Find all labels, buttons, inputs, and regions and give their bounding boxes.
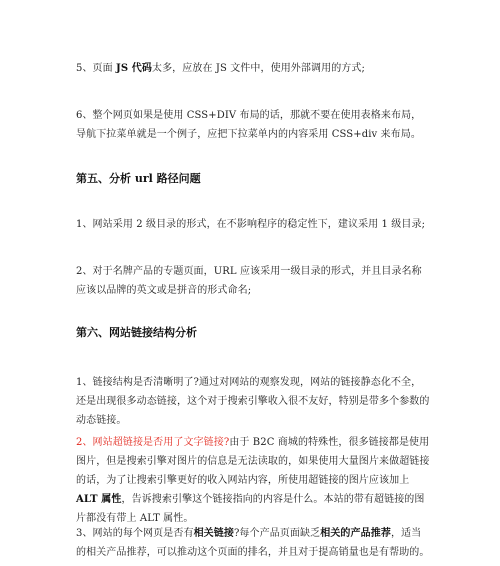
paragraph-brand-url: 2、对于名牌产品的专题页面，URL 应该采用一级目录的形式，并且目录名称应该以品牌的英文或是拼音的形式命名; [76, 266, 422, 296]
section-heading-url-path: 第五、分析 url 路径问题 [76, 172, 201, 185]
paragraph-directory-level: 1、网站采用 2 级目录的形式，在不影响程序的稳定性下，建议采用 1 级目录; [76, 219, 426, 230]
related-links-suffix: ，适当的相关产品推荐，可以推动这个页面的排名，并且对于提高销量也是有帮助的。 [76, 528, 430, 558]
paragraph-js-code [76, 59, 430, 78]
item5-bold: JS 代码 [116, 63, 152, 74]
paragraph-related-links [76, 524, 430, 562]
item5-prefix: 5、页面 [76, 63, 117, 74]
text-links-body-a: 由于 B2C 商城的特殊性，很多链接都是使用图片，但是搜索引擎对图片的信息是无法读取的，如果使用大量图片来做超链接的话，为了让搜索引擎更好的收入网站内容，所使用超链接的图片应该加上 [76, 437, 430, 486]
related-links-prefix: 3、网站的每个网页是否有 [76, 528, 194, 539]
text-links-body-b: ，告诉搜索引擎这个链接指向的内容是什么。本站的带有超链接的图片都没有带上 ALT 属性。 [76, 494, 425, 524]
related-products-bold: 相关的产品推荐 [320, 528, 391, 539]
paragraph-text-links [76, 433, 430, 528]
text-links-question: 2、网站超链接是否用了文字链接? [76, 437, 230, 448]
paragraph-css-div: 6、整个网页如果是使用 CSS+DIV 布局的话，那就不要在使用表格来布局，导航下拉菜单就是一个例子，应把下拉菜单内的内容采用 CSS+div 来布局。 [76, 110, 422, 140]
paragraph-link-clarity: 1、链接结构是否清晰明了?通过对网站的观察发现，网站的链接静态化不全，还是出现很多动态链接，这个对于搜索引擎收入很不友好，特别是带多个参数的动态链接。 [76, 377, 430, 426]
alt-attribute-bold: ALT 属性 [76, 494, 122, 505]
related-links-mid: ?每个产品页面缺乏 [233, 528, 321, 539]
item5-suffix: 太多，应放在 JS 文件中，使用外部调用的方式; [151, 63, 365, 74]
related-links-bold: 相关链接 [193, 528, 234, 539]
section-heading-link-structure: 第六、网站链接结构分析 [76, 326, 197, 339]
